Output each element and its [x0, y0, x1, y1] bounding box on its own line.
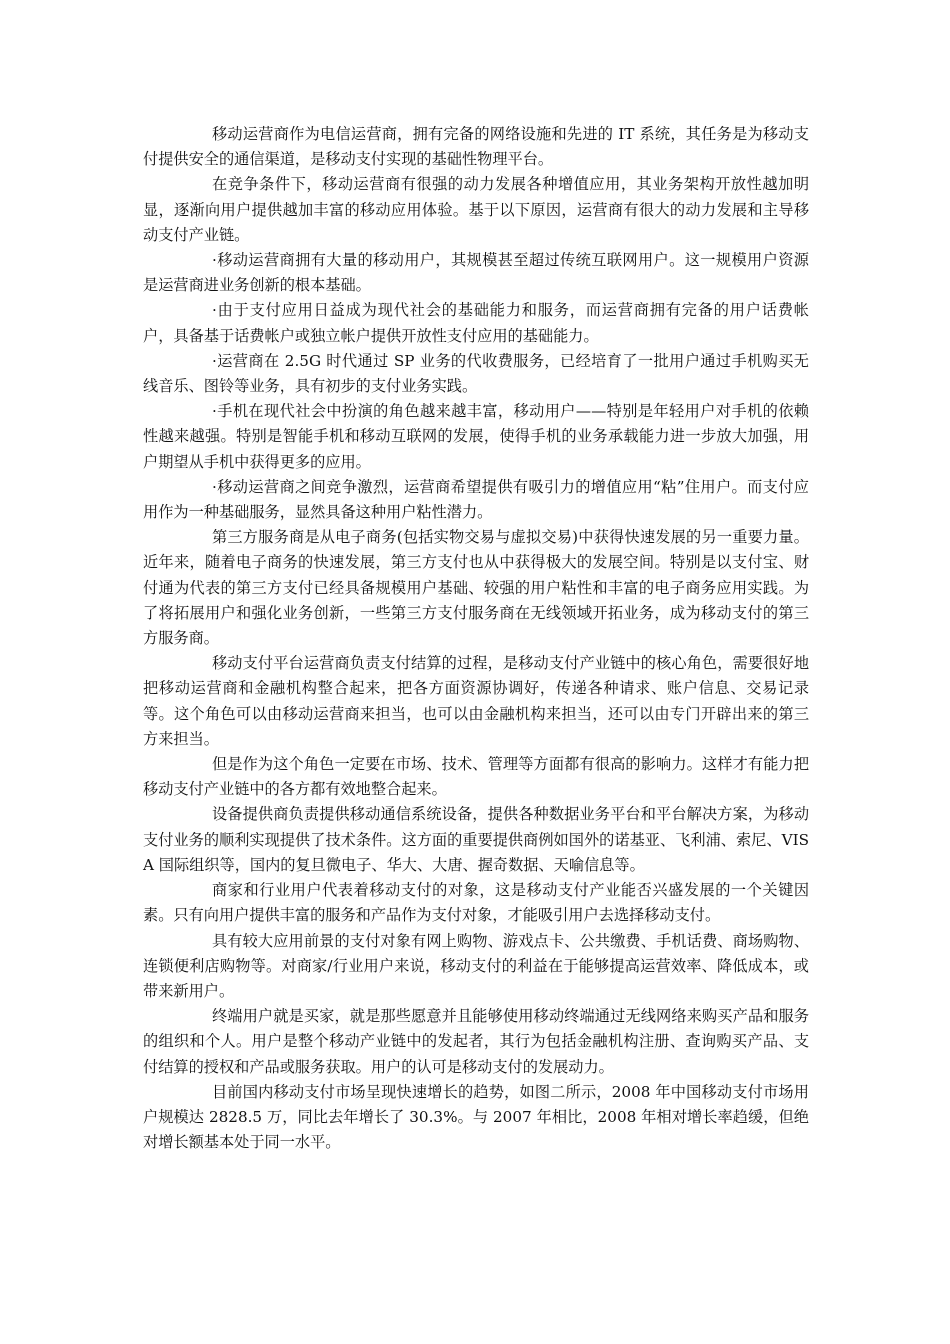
document-body: [143, 122, 809, 1155]
paragraph: 目前国内移动支付市场呈现快速增长的趋势，如图二所示，2008 年中国移动支付市场用户规模达 2828.5 万，同比去年增长了 30.3%。与 2007 年相比，2008 年相对增长率趋缓，但绝对增长额基本处于同一水平。: [143, 1082, 809, 1152]
paragraph: 移动运营商作为电信运营商，拥有完备的网络设施和先进的 IT 系统，其任务是为移动支付提供安全的通信渠道，是移动支付实现的基础性物理平台。: [143, 125, 809, 169]
paragraph: 在竞争条件下，移动运营商有很强的动力发展各种增值应用，其业务架构开放性越加明显，逐渐向用户提供越加丰富的移动应用体验。基于以下原因，运营商有很大的动力发展和主导移动支付产业链。: [143, 175, 809, 244]
paragraph: 移动支付平台运营商负责支付结算的过程，是移动支付产业链中的核心角色，需要很好地把移动运营商和金融机构整合起来，把各方面资源协调好，传递各种请求、账户信息、交易记录等。这个角色可以由移动运营商来担当，也可以由金融机构来担当，还可以由专门开辟出来的第三方来担当。: [143, 654, 809, 748]
paragraph: ·运营商在 2.5G 时代通过 SP 业务的代收费服务，已经培育了一批用户通过手机购买无线音乐、图铃等业务，具有初步的支付业务实践。: [143, 351, 809, 396]
paragraph: 具有较大应用前景的支付对象有网上购物、游戏点卡、公共缴费、手机话费、商场购物、连锁便利店购物等。对商家/行业用户来说，移动支付的利益在于能够提高运营效率、降低成本，或带来新用户。: [143, 931, 809, 1000]
paragraph: 但是作为这个角色一定要在市场、技术、管理等方面都有很高的影响力。这样才有能力把移动支付产业链中的各方都有效地整合起来。: [143, 755, 809, 799]
paragraph: ·手机在现代社会中扮演的角色越来越丰富，移动用户——特别是年轻用户对手机的依赖性越来越强。特别是智能手机和移动互联网的发展，使得手机的业务承载能力进一步放大加强，用户期望从手机中获得更多的应用。: [143, 402, 809, 471]
paragraph: 终端用户就是买家，就是那些愿意并且能够使用移动终端通过无线网络来购买产品和服务的组织和个人。用户是整个移动产业链中的发起者，其行为包括金融机构注册、查询购买产品、支付结算的授权和产品或服务获取。用户的认可是移动支付的发展动力。: [143, 1007, 809, 1076]
paragraph: ·移动运营商之间竞争激烈，运营商希望提供有吸引力的增值应用“粘”住用户。而支付应用作为一种基础服务，显然具备这种用户粘性潜力。: [143, 477, 809, 522]
paragraph: ·移动运营商拥有大量的移动用户，其规模甚至超过传统互联网用户。这一规模用户资源是运营商进业务创新的根本基础。: [143, 251, 809, 295]
paragraph: 商家和行业用户代表着移动支付的对象，这是移动支付产业能否兴盛发展的一个关键因素。只有向用户提供丰富的服务和产品作为支付对象，才能吸引用户去选择移动支付。: [143, 881, 809, 925]
paragraph: 设备提供商负责提供移动通信系统设备，提供各种数据业务平台和平台解决方案，为移动支付业务的顺利实现提供了技术条件。这方面的重要提供商例如国外的诺基亚、飞利浦、索尼、VISA 国际组织等，国内的复旦微电子、华大、大唐、握奇数据、天喻信息等。: [143, 805, 809, 874]
paragraph: 第三方服务商是从电子商务(包括实物交易与虚拟交易)中获得快速发展的另一重要力量。近年来，随着电子商务的快速发展，第三方支付也从中获得极大的发展空间。特别是以支付宝、财付通为代表的第三方支付已经具备规模用户基础、较强的用户粘性和丰富的电子商务应用实践。为了将拓展用户和强化业务创新，一些第三方支付服务商在无线领域开拓业务，成为移动支付的第三方服务商。: [143, 528, 809, 648]
paragraph: ·由于支付应用日益成为现代社会的基础能力和服务，而运营商拥有完备的用户话费帐户，具备基于话费帐户或独立帐户提供开放性支付应用的基础能力。: [143, 301, 809, 345]
